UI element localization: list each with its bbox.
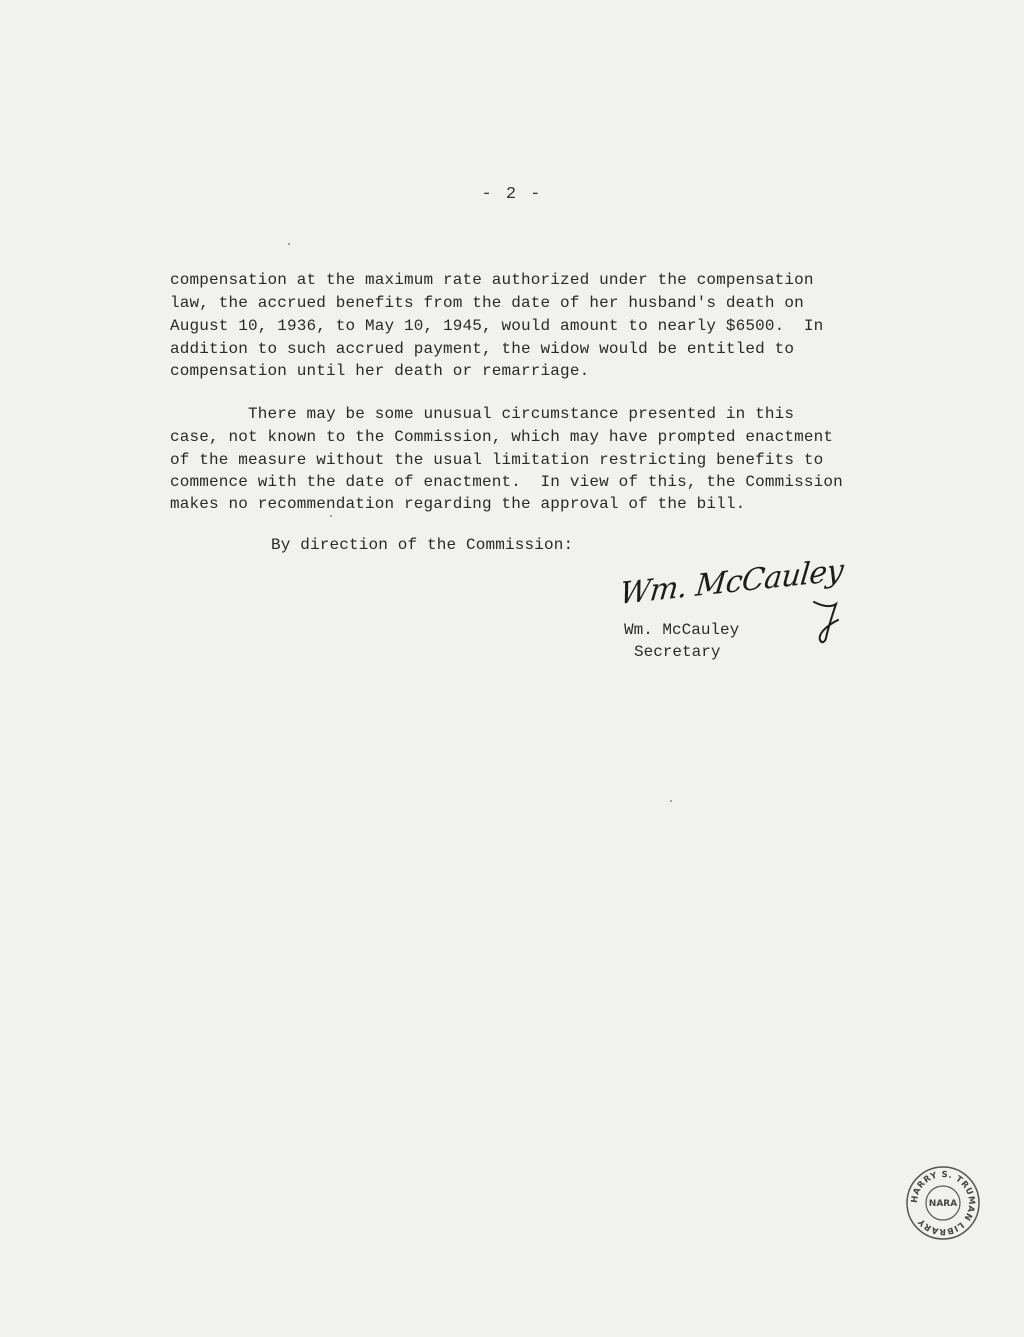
stamp-ring-text: HARRY S. TRUMAN LIBRARY bbox=[909, 1169, 977, 1237]
page-number: - 2 - bbox=[481, 185, 543, 204]
paragraph-1-line-4: addition to such accrued payment, the widow would be entitled to bbox=[170, 340, 795, 358]
paragraph-1-line-3: August 10, 1936, to May 10, 1945, would amount to nearly $6500. In bbox=[170, 317, 824, 335]
paragraph-1-line-5: compensation until her death or remarriage. bbox=[170, 362, 590, 380]
signature-flourish bbox=[808, 600, 848, 645]
closing-line: By direction of the Commission: bbox=[271, 536, 574, 554]
paragraph-1-line-2: law, the accrued benefits from the date of her husband's death on bbox=[170, 294, 804, 312]
paragraph-2-line-3: of the measure without the usual limitation restricting benefits to bbox=[170, 451, 824, 469]
paper-speck bbox=[670, 800, 672, 802]
signer-title: Secretary bbox=[634, 643, 721, 661]
handwritten-signature: Wm. McCauley bbox=[618, 552, 845, 612]
paragraph-2-line-2: case, not known to the Commission, which may have prompted enactment bbox=[170, 428, 834, 446]
paragraph-2-line-4: commence with the date of enactment. In view of this, the Commission bbox=[170, 473, 843, 491]
truman-library-stamp-icon bbox=[905, 1165, 981, 1241]
paper-speck bbox=[330, 515, 332, 517]
stamp-center-text: NARA bbox=[928, 1199, 958, 1209]
paragraph-1-line-1: compensation at the maximum rate authorized under the compensation bbox=[170, 271, 814, 289]
paper-speck bbox=[288, 243, 290, 245]
paragraph-2-line-1: There may be some unusual circumstance presented in this bbox=[170, 405, 795, 423]
signer-name: Wm. McCauley bbox=[624, 621, 740, 639]
paragraph-2-line-5: makes no recommendation regarding the approval of the bill. bbox=[170, 495, 746, 513]
